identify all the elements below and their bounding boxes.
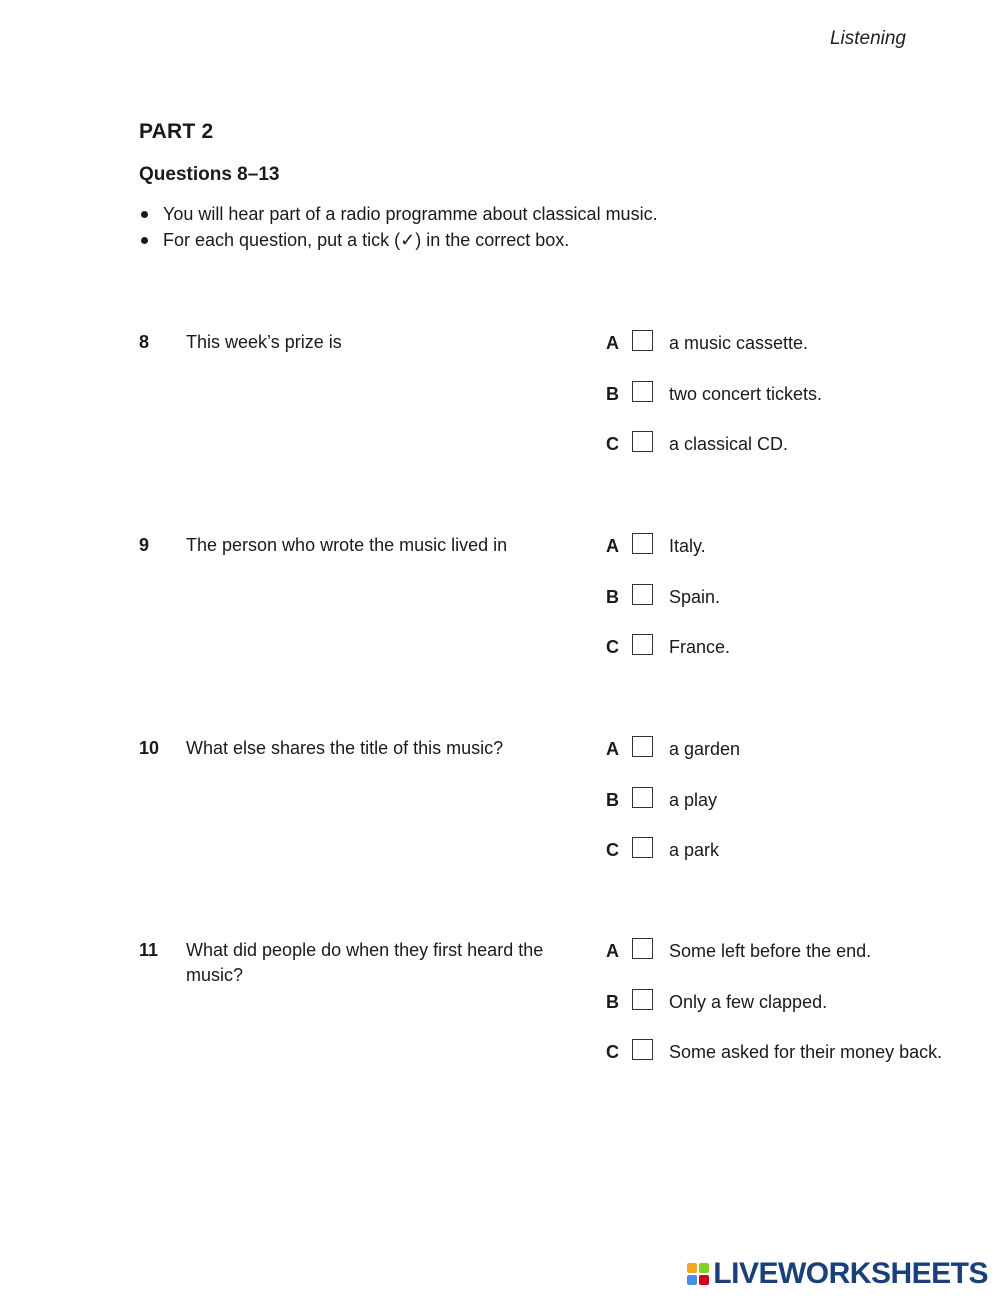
option-text: a play [669, 790, 718, 810]
option-letter: C [606, 434, 619, 454]
tick-box[interactable] [632, 837, 653, 858]
option-text: Some asked for their money back. [669, 1042, 943, 1062]
part-title: PART 2 [139, 120, 214, 143]
question-number: 10 [139, 738, 160, 758]
logo-square [699, 1263, 709, 1273]
question-8 [139, 330, 999, 490]
tick-box[interactable] [632, 1039, 653, 1060]
option-text: a classical CD. [669, 434, 789, 454]
option-text: Only a few clapped. [669, 992, 828, 1012]
logo-square [699, 1275, 709, 1285]
instruction-item: You will hear part of a radio programme about classical music. [139, 202, 658, 228]
tick-box[interactable] [632, 330, 653, 351]
option-letter: B [606, 384, 619, 404]
question-stem: This week’s prize is [186, 332, 342, 352]
option-text: a garden [669, 739, 741, 759]
logo-square [687, 1263, 697, 1273]
option-text: Italy. [669, 536, 706, 556]
question-10 [139, 736, 999, 896]
option-b [606, 787, 996, 813]
question-stem: The person who wrote the music lived in [186, 535, 508, 555]
option-letter: C [606, 840, 619, 860]
tick-box[interactable] [632, 584, 653, 605]
questions-range-heading: Questions 8–13 [139, 164, 280, 185]
option-text: a park [669, 840, 720, 860]
question-number: 11 [139, 940, 159, 960]
option-b [606, 989, 996, 1015]
option-a [606, 736, 996, 762]
option-letter: A [606, 739, 619, 759]
option-text: a music cassette. [669, 333, 809, 353]
tick-box[interactable] [632, 787, 653, 808]
tick-box[interactable] [632, 431, 653, 452]
option-c [606, 837, 996, 863]
tick-box[interactable] [632, 736, 653, 757]
option-a [606, 533, 996, 559]
tick-box[interactable] [632, 381, 653, 402]
option-b [606, 584, 996, 610]
tick-box[interactable] [632, 938, 653, 959]
option-c [606, 1039, 996, 1065]
running-head: Listening [829, 28, 906, 49]
option-letter: B [606, 790, 619, 810]
logo-text: LIVEWORKSHEETS [713, 1257, 988, 1290]
option-text: Spain. [669, 587, 721, 607]
option-text: Some left before the end. [669, 941, 872, 961]
tick-box[interactable] [632, 533, 653, 554]
option-text: France. [669, 637, 731, 657]
option-letter: A [606, 333, 619, 353]
option-letter: C [606, 1042, 619, 1062]
instructions-list [139, 202, 658, 254]
option-c [606, 431, 996, 457]
question-stem: What did people do when they first heard the music? [186, 940, 544, 985]
logo-mark-icon [687, 1263, 709, 1285]
option-c [606, 634, 996, 660]
option-letter: A [606, 941, 619, 961]
option-b [606, 381, 996, 407]
option-letter: C [606, 637, 619, 657]
option-letter: B [606, 587, 619, 607]
liveworksheets-logo [687, 1258, 988, 1290]
logo-square [687, 1275, 697, 1285]
tick-box[interactable] [632, 989, 653, 1010]
question-stem: What else shares the title of this music? [186, 738, 504, 758]
option-a [606, 938, 996, 964]
question-number: 8 [139, 332, 150, 352]
option-letter: A [606, 536, 619, 556]
question-11 [139, 938, 999, 1098]
option-letter: B [606, 992, 619, 1012]
question-9 [139, 533, 999, 693]
instruction-item: For each question, put a tick (✓) in the correct box. [139, 228, 658, 254]
tick-box[interactable] [632, 634, 653, 655]
option-text: two concert tickets. [669, 384, 823, 404]
question-number: 9 [139, 535, 150, 555]
option-a [606, 330, 996, 356]
